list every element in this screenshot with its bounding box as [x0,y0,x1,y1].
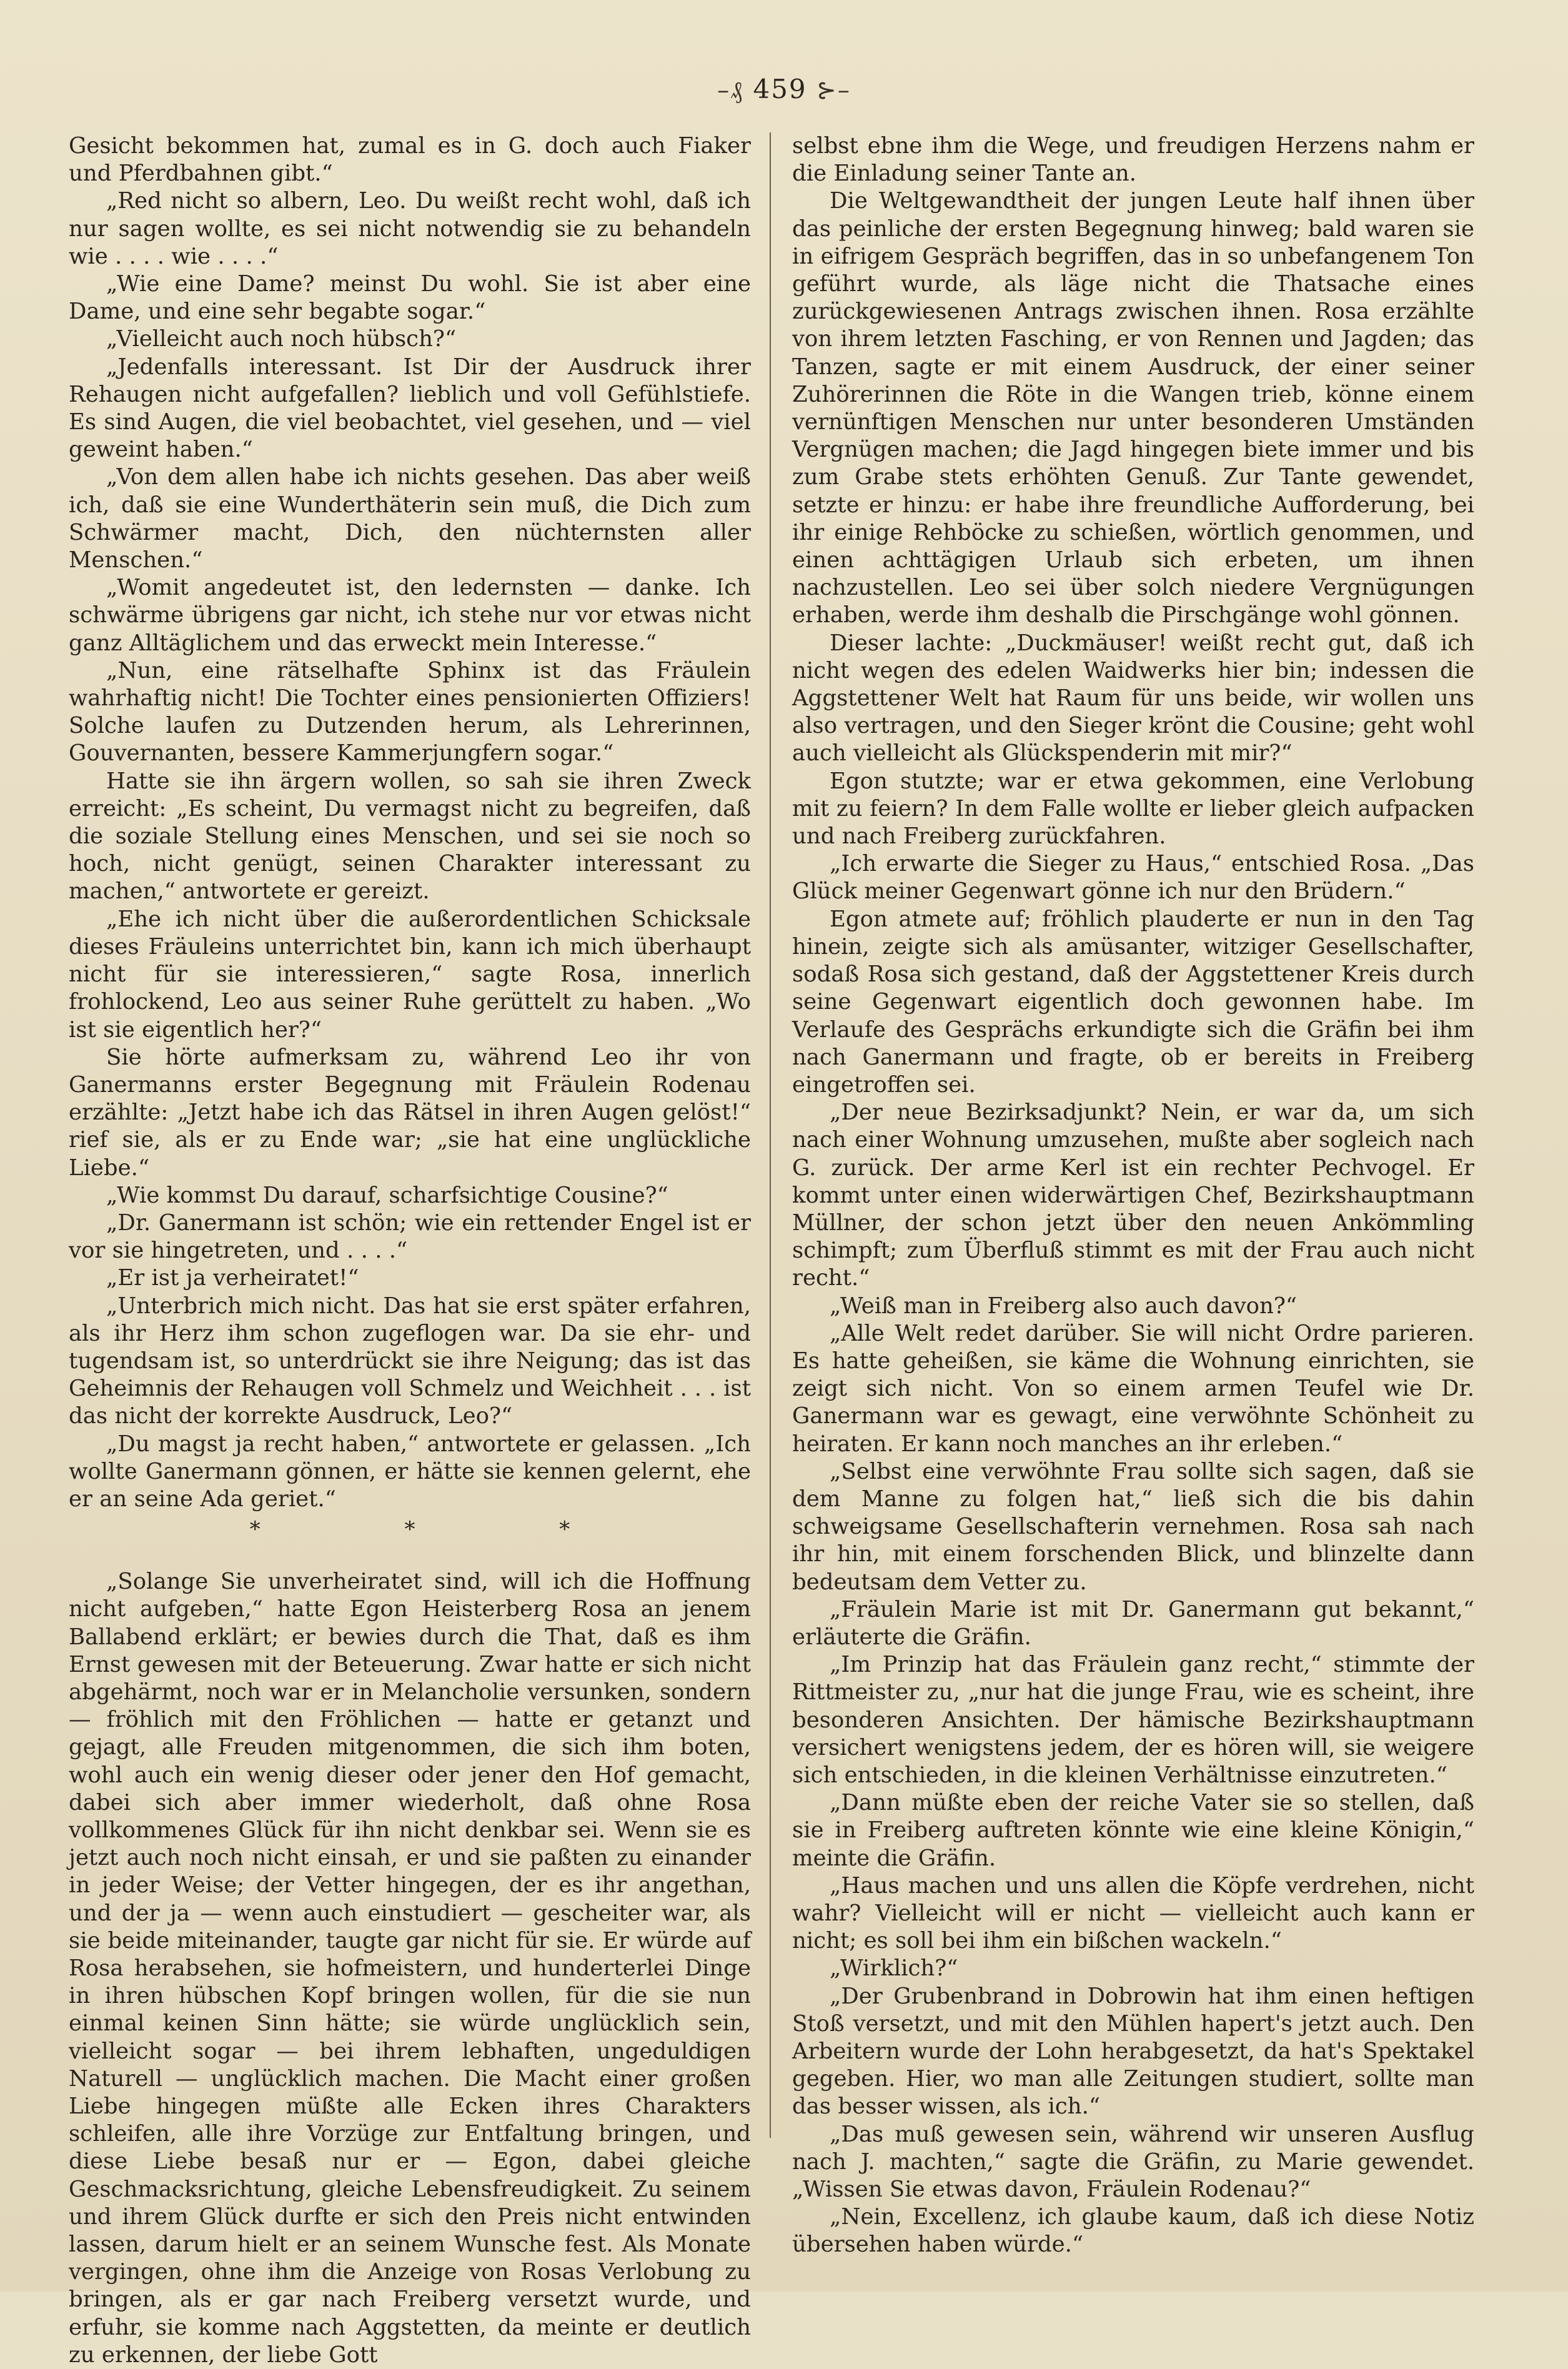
paragraph: „Nein, Excellenz, ich glaube kaum, daß ich diese Notiz übersehen haben würde.“ [792,2204,1474,2258]
paragraph: Sie hörte aufmerksam zu, während Leo ihr von Ganermanns erster Begegnung mit Fräulein Rodenau erzählte: „Jetzt habe ich das Rätsel in ihren Augen gelöst!“ rief sie, als er zu Ende war; „sie hat eine unglückliche Liebe.“ [69,1044,751,1181]
paragraph: Hatte sie ihn ärgern wollen, so sah sie ihren Zweck erreicht: „Es scheint, Du vermagst nicht zu begreifen, daß die soziale Stellung eines Menschen, und sei sie noch so hoch, nicht genügt, seinen Charakter interessant zu machen,“ antwortete er gereizt. [69,768,751,905]
right-column [792,132,1474,2259]
paragraph: „Dann müßte eben der reiche Vater sie so stellen, daß sie in Freiberg auftreten könnte wie eine kleine Königin,“ meinte die Gräfin. [792,1790,1474,1871]
paragraph: „Das muß gewesen sein, während wir unseren Ausflug nach J. machten,“ sagte die Gräfin, zu Marie gewendet. „Wissen Sie etwas davon, Fräulein Rodenau?“ [792,2121,1474,2203]
paragraph: „Wirklich?“ [830,1955,958,1982]
paragraph: „Solange Sie unverheiratet sind, will ich die Hoffnung nicht aufgeben,“ hatte Egon Heisterberg Rosa an jenem Ballabend erklärt; er bewies durch die That, daß es ihm Ernst gewesen mit der Beteuerung. Zwar hatte er sich nicht abgehärmt, noch war er in Melancholie versunken, sondern — fröhlich mit den Fröhlichen — hatte er getanzt und gejagt, alle Freuden mitgenommen, die sich ihm boten, wohl auch ein wenig dieser oder jener den Hof gemacht, dabei sich aber immer wiederholt, daß ohne Rosa vollkommenes Glück für ihn nicht denkbar sei. Wenn sie es jetzt auch noch nicht einsah, er und sie paßten zu einander in jeder Weise; der Vetter hingegen, der es ihr angethan, und der ja — wenn auch einstudiert — gescheiter war, als sie beide miteinander, taugte gar nicht für sie. Er würde auf Rosa herabsehen, sie hofmeistern, und hunderterlei Dinge in ihren hübschen Kopf bringen wollen, für die sie nun einmal keinen Sinn hätte; sie würde unglücklich sein, vielleicht sogar — bei ihrem lebhaften, ungeduldigen Naturell — unglücklich machen. Die Macht einer großen Liebe hingegen müßte alle Ecken ihres Charakters schleifen, alle ihre Vorzüge zur Entfaltung bringen, und diese Liebe besaß nur er — Egon, dabei gleiche Geschmacksrichtung, gleiche Lebensfreudigkeit. Zu seinem und ihrem Glück durfte er sich den Preis nicht entwinden lassen, darum hielt er an seinem Wunsche fest. Als Monate vergingen, ohne ihm die Anzeige von Rosas Verlobung zu bringen, als er gar nach Freiberg versetzt wurde, und erfuhr, sie komme nach Aggstetten, da meinte er deutlich zu erkennen, der liebe Gott [69,1569,751,2368]
paragraph: „Ich erwarte die Sieger zu Haus,“ entschied Rosa. „Das Glück meiner Gegenwart gönne ich nur den Brüdern.“ [792,851,1474,905]
paragraph: „Nun, eine rätselhafte Sphinx ist das Fräulein wahrhaftig nicht! Die Tochter eines pensionierten Offiziers! Solche laufen zu Dutzenden herum, als Lehrerinnen, Gouvernanten, bessere Kammerjungfern sogar.“ [69,657,751,767]
paragraph: „Alle Welt redet darüber. Sie will nicht Ordre parieren. Es hatte geheißen, sie käme die Wohnung einrichten, sie zeigt sich nicht. Von so einem armen Teufel wie Dr. Ganermann war es gewagt, eine verwöhnte Schönheit zu heiraten. Er kann noch manches an ihr erleben.“ [792,1320,1474,1457]
page-header [0,74,1568,104]
paragraph: „Haus machen und uns allen die Köpfe verdrehen, nicht wahr? Vielleicht will er nicht — vielleicht auch kann er nicht; es soll bei ihm ein bißchen wackeln.“ [792,1872,1474,1954]
paragraph: „Von dem allen habe ich nichts gesehen. Das aber weiß ich, daß sie eine Wunderthäterin sein muß, die Dich zum Schwärmer macht, Dich, den nüchternsten aller Menschen.“ [69,464,751,574]
paragraph: Egon atmete auf; fröhlich plauderte er nun in den Tag hinein, zeigte sich als amüsanter, witziger Gesellschafter, sodaß Rosa sich gestand, daß der Aggstettener Kreis durch seine Gegenwart eigentlich doch gewonnen habe. Im Verlaufe des Gesprächs erkundigte sich die Gräfin bei ihm nach Ganermann und fragte, ob er bereits in Freiberg eingetroffen sei. [792,906,1474,1098]
paragraph: „Fräulein Marie ist mit Dr. Ganermann gut bekannt,“ erläuterte die Gräfin. [792,1596,1474,1650]
paragraph: Egon stutzte; war er etwa gekommen, eine Verlobung mit zu feiern? In dem Falle wollte er lieber gleich aufpacken und nach Freiberg zurückfahren. [792,768,1474,850]
paragraph: Die Weltgewandtheit der jungen Leute half ihnen über das peinliche der ersten Begegnung hinweg; bald waren sie in eifrigem Gespräch begriffen, das in so unbefangenem Ton geführt wurde, als läge nicht die Thatsache eines zurückgewiesenen Antrags zwischen ihnen. Rosa erzählte von ihrem letzten Fasching, er von Rennen und Jagden; das Tanzen, sagte er mit einem Ausdruck, der einer seiner Zuhörerinnen die Röte in die Wangen trieb, könne einem vernünftigen Menschen nur unter besonderen Umständen Vergnügen machen; die Jagd hingegen biete immer und bis zum Grabe stets erhöhten Genuß. Zur Tante gewendet, setzte er hinzu: er habe ihre freundliche Aufforderung, bei ihr einige Rehböcke zu schießen, wörtlich genommen, und einen achttägigen Urlaub sich erbeten, um ihnen nachzustellen. Leo sei über solch niedere Vergnügungen erhaben, werde ihm deshalb die Pirschgänge wohl gönnen. [792,188,1474,628]
paragraph: Dieser lachte: „Duckmäuser! weißt recht gut, daß ich nicht wegen des edelen Waidwerks hier bin; indessen die Aggstettener Welt hat Raum für uns beide, wir wollen uns also vertragen, und den Sieger krönt die Cousine; geht wohl auch vielleicht als Glückspenderin mit mir?“ [792,630,1474,767]
paragraph: „Er ist ja verheiratet!“ [106,1265,359,1291]
paragraph: „Wie eine Dame? meinst Du wohl. Sie ist aber eine Dame, und eine sehr begabte sogar.“ [69,271,751,325]
section-separator: * * * [249,1517,639,1542]
paragraph: „Vielleicht auch noch hübsch?“ [106,326,457,352]
column-divider [770,132,771,2138]
paragraph: „Der Grubenbrand in Dobrowin hat ihm einen heftigen Stoß versetzt, und mit den Mühlen hapert's jetzt auch. Den Arbeitern wurde der Lohn herabgesetzt, da hat's Spektakel gegeben. Hier, wo man alle Zeitungen studiert, sollte man das besser wissen, als ich.“ [792,1983,1474,2120]
paragraph: „Unterbrich mich nicht. Das hat sie erst später erfahren, als ihr Herz ihm schon zugeflogen war. Da sie ehr- und tugendsam ist, so unterdrückt sie ihre Neigung; das ist das Geheimnis der Rehaugen voll Schmelz und Weichheit . . . ist das nicht der korrekte Ausdruck, Leo?“ [69,1293,751,1429]
paragraph: „Ehe ich nicht über die außerordentlichen Schicksale dieses Fräuleins unterrichtet bin, kann ich mich überhaupt nicht für sie interessieren,“ sagte Rosa, innerlich frohlockend, Leo aus seiner Ruhe gerüttelt zu haben. „Wo ist sie eigentlich her?“ [69,906,751,1043]
paragraph: „Dr. Ganermann ist schön; wie ein rettender Engel ist er vor sie hingetreten, und . . . .“ [69,1209,751,1264]
paragraph: „Weiß man in Freiberg also auch davon?“ [830,1293,1298,1319]
paragraph: „Womit angedeutet ist, den ledernsten — danke. Ich schwärme übrigens gar nicht, ich stehe nur vor etwas nicht ganz Alltäglichem und das erweckt mein Interesse.“ [69,575,751,656]
page-number: 459 [753,74,807,104]
paragraph: „Im Prinzip hat das Fräulein ganz recht,“ stimmte der Rittmeister zu, „nur hat die junge Frau, wie es scheint, ihre besonderen Ansichten. Der hämische Bezirkshauptmann versichert wenigstens jedem, der es hören will, sie weigere sich entschieden, in die kleinen Verhältnisse einzutreten.“ [792,1652,1474,1788]
paragraph: „Red nicht so albern, Leo. Du weißt recht wohl, daß ich nur sagen wollte, es sei nicht notwendig sie zu behandeln wie . . . . wie . . . .“ [69,188,751,269]
header-ornament-right: ⊱– [816,76,851,104]
paragraph: „Selbst eine verwöhnte Frau sollte sich sagen, daß sie dem Manne zu folgen hat,“ ließ sich die bis dahin schweigsame Gesellschafterin vernehmen. Rosa sah nach ihr hin, mit einem forschenden Blick, und blinzelte dann bedeutsam dem Vetter zu. [792,1458,1474,1595]
left-column [69,132,751,2369]
paragraph: „Wie kommst Du darauf, scharfsichtige Cousine?“ [106,1182,668,1208]
paragraph: „Jedenfalls interessant. Ist Dir der Ausdruck ihrer Rehaugen nicht aufgefallen? lieblich und voll Gefühlstiefe. Es sind Augen, die viel beobachtet, viel gesehen, und — viel geweint haben.“ [69,354,751,463]
header-ornament-left: –₰ [717,76,744,104]
paragraph: „Du magst ja recht haben,“ antwortete er gelassen. „Ich wollte Ganermann gönnen, er hätte sie kennen gelernt, ehe er an seine Ada geriet.“ [69,1431,751,1512]
paragraph: Gesicht bekommen hat, zumal es in G. doch auch Fiaker und Pferdbahnen gibt.“ [69,133,751,187]
paragraph: „Der neue Bezirksadjunkt? Nein, er war da, um sich nach einer Wohnung umzusehen, mußte aber sogleich nach G. zurück. Der arme Kerl ist ein rechter Pechvogel. Er kommt unter einen widerwärtigen Chef, Bezirkshauptmann Müllner, der schon jetzt über den neuen Ankömmling schimpft; zum Überfluß stimmt es mit der Frau auch nicht recht.“ [792,1100,1474,1291]
paragraph: selbst ebne ihm die Wege, und freudigen Herzens nahm er die Einladung seiner Tante an. [792,133,1474,187]
